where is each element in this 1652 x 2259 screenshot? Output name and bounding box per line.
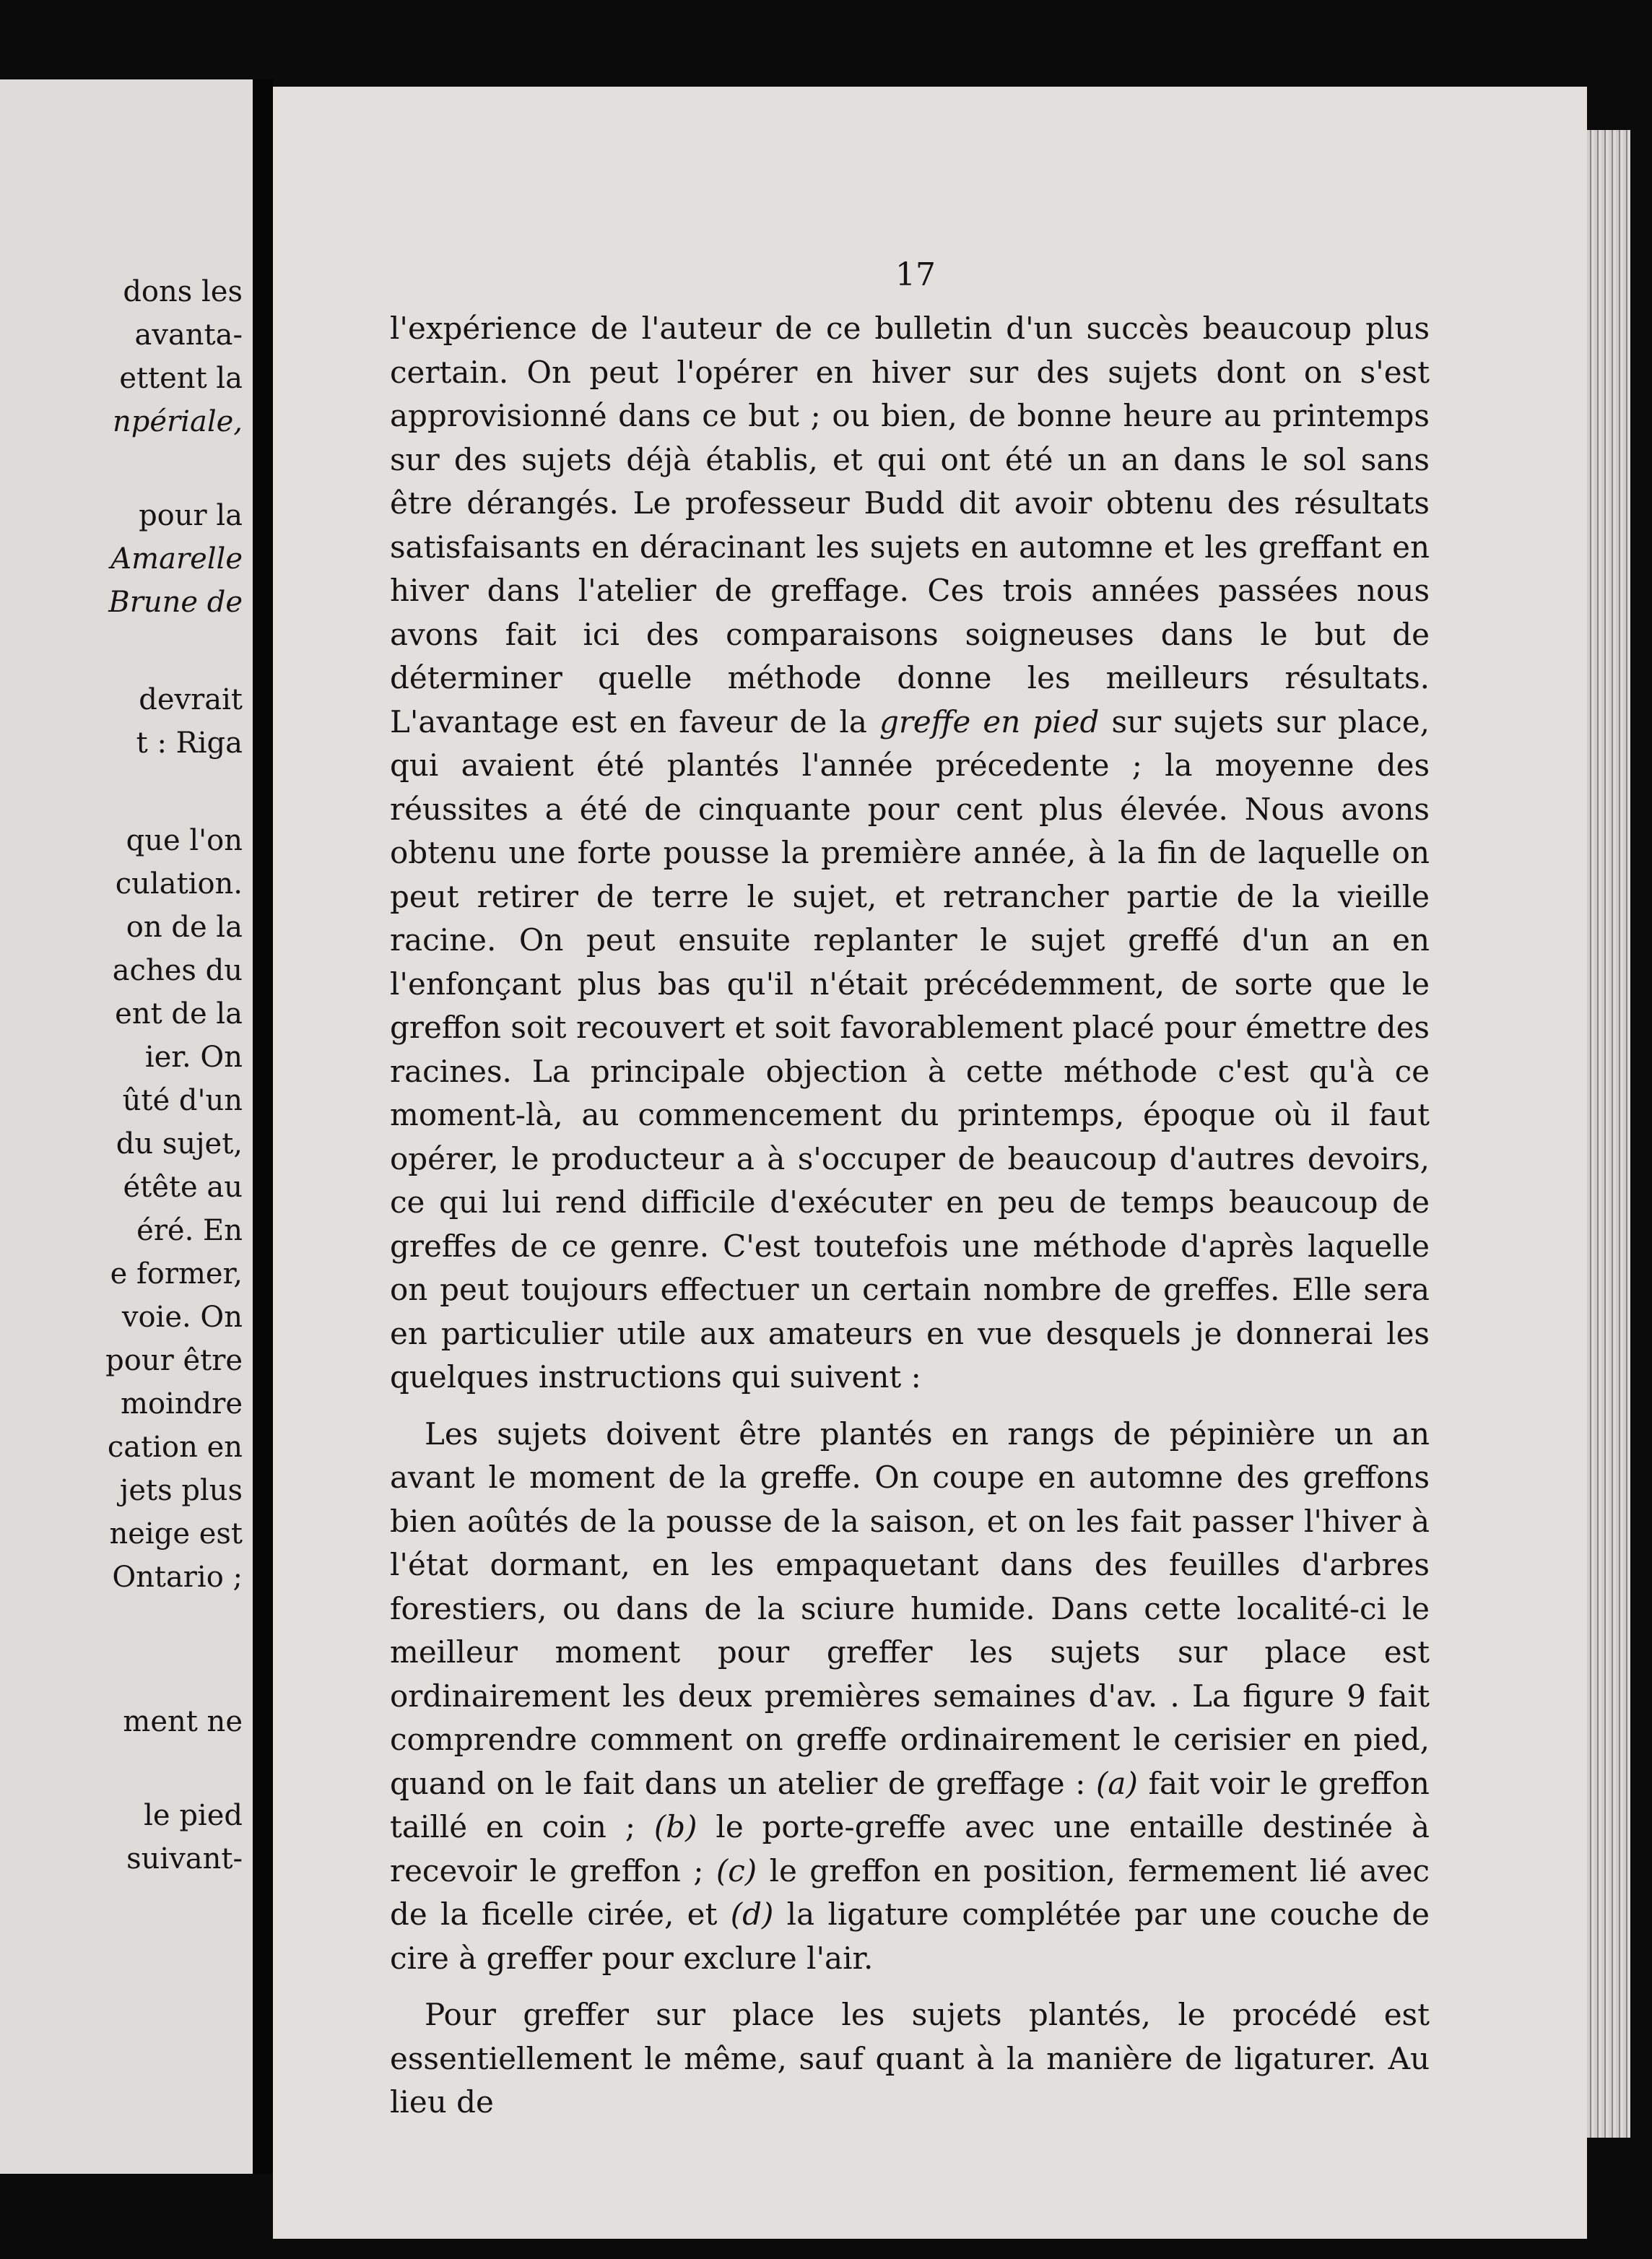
previous-page-fragment <box>0 79 253 2174</box>
left-page-line: devrait <box>139 683 243 716</box>
left-page-line: pour être <box>105 1344 243 1377</box>
left-page-line: npériale, <box>113 405 243 438</box>
left-page-line: du sujet, <box>116 1127 243 1161</box>
left-page-line: moindre <box>121 1387 243 1421</box>
left-page-line: ettent la <box>119 362 243 395</box>
left-page-line: ûté d'un <box>122 1084 243 1117</box>
left-page-line: e former, <box>110 1257 243 1291</box>
left-page-line: que l'on <box>126 824 243 857</box>
left-page-line: étête au <box>123 1171 243 1204</box>
left-page-line: voie. On <box>121 1301 243 1334</box>
left-page-line: culation. <box>115 867 243 901</box>
left-page-line: avanta- <box>134 318 243 352</box>
left-page-line: on de la <box>126 911 243 944</box>
paragraph-2: Les sujets doivent être plantés en rangs de pépinière un an avant le moment de la greffe. On coupe en automne des greffons bien aoûtés de la pousse de la saison, et on les fait passer l'hiver à l'état dormant, en les empaquetant dans des feuilles d'arbres forestiers, ou dans de la sciure humide. Dans cette localité-ci le meilleur moment pour greffer les sujets sur place est ordinairement les deux premières semaines d'av. . La figure 9 fait comprendre comment on greffe ordinairement le cerisier en pied, quand on le fait dans un atelier de greffage : (a) fait voir le greffon taillé en coin ; (b) le porte-greffe avec une entaille destinée à recevoir le greffon ; (c) le greffon en position, fermement lié avec de la ficelle cirée, et (d) la ligature complétée par une couche de cire à greffer pour exclure l'air. <box>390 1415 1430 1976</box>
left-page-line: Brune de <box>108 586 243 619</box>
left-page-line: neige est <box>109 1517 243 1551</box>
left-page-line: dons les <box>123 275 243 308</box>
left-page-line: le pied <box>144 1799 243 1832</box>
body-text <box>390 307 1430 2125</box>
left-page-line: jets plus <box>119 1474 243 1507</box>
left-page-line: cation en <box>107 1431 243 1464</box>
left-page-line: suivant- <box>126 1842 243 1876</box>
left-page-line: ment ne <box>123 1705 243 1738</box>
italic-term: greffe en pied <box>879 703 1100 740</box>
paragraph-3: Pour greffer sur place les sujets plantés, le procédé est essentiellement le même, sauf quant à la manière de ligaturer. Au lieu de <box>390 1997 1430 2120</box>
left-page-line: Ontario ; <box>112 1561 243 1594</box>
left-page-line: ier. On <box>144 1041 243 1074</box>
left-page-line: aches du <box>112 954 243 987</box>
left-page-line: pour la <box>139 499 243 532</box>
left-page-line: ent de la <box>115 997 243 1031</box>
left-page-line: t : Riga <box>136 727 243 760</box>
book-gutter <box>253 79 273 2174</box>
left-page-line: Amarelle <box>110 542 243 576</box>
paragraph-1: l'expérience de l'auteur de ce bulletin d'un succès beaucoup plus certain. On peut l'opérer en hiver sur des sujets dont on s'est approvisionné dans ce but ; ou bien, de bonne heure au printemps sur des sujets déjà établis, et qui ont été un an dans le sol sans être dérangés. Le professeur Budd dit avoir obtenu des résultats satisfaisants en déracinant les sujets en automne et les greffant en hiver dans l'atelier de greffage. Ces trois années passées nous avons fait ici des comparaisons soigneuses dans le but de déterminer quelle méthode donne les meilleurs résultats. L'avantage est en faveur de la greffe en pied sur sujets sur place, qui avaient été plantés l'année précedente ; la moyenne des réussites a été de cinquante pour cent plus élevée. Nous avons obtenu une forte pousse la première année, à la fin de laquelle on peut retirer de terre le sujet, et retrancher partie de la vieille racine. On peut ensuite replanter le sujet greffé d'un an en l'enfonçant plus bas qu'il n'était précédemment, de sorte que le greffon soit recouvert et soit favorablement placé pour émettre des racines. La principale objection à cette méthode c'est qu'à ce moment-là, au commencement du printemps, époque où il faut opérer, le producteur a à s'occuper de beaucoup d'autres devoirs, ce qui lui rend difficile d'exécuter en peu de temps beaucoup de greffes de ce genre. C'est toutefois une méthode d'après laquelle on peut toujours effectuer un certain nombre de greffes. Elle sera en particulier utile aux amateurs en vue desquels je donnerai les quelques instructions qui suivent : <box>390 311 1430 1395</box>
left-page-line: éré. En <box>136 1214 243 1247</box>
page-number: 17 <box>895 256 936 293</box>
page-edges <box>1587 130 1630 2138</box>
